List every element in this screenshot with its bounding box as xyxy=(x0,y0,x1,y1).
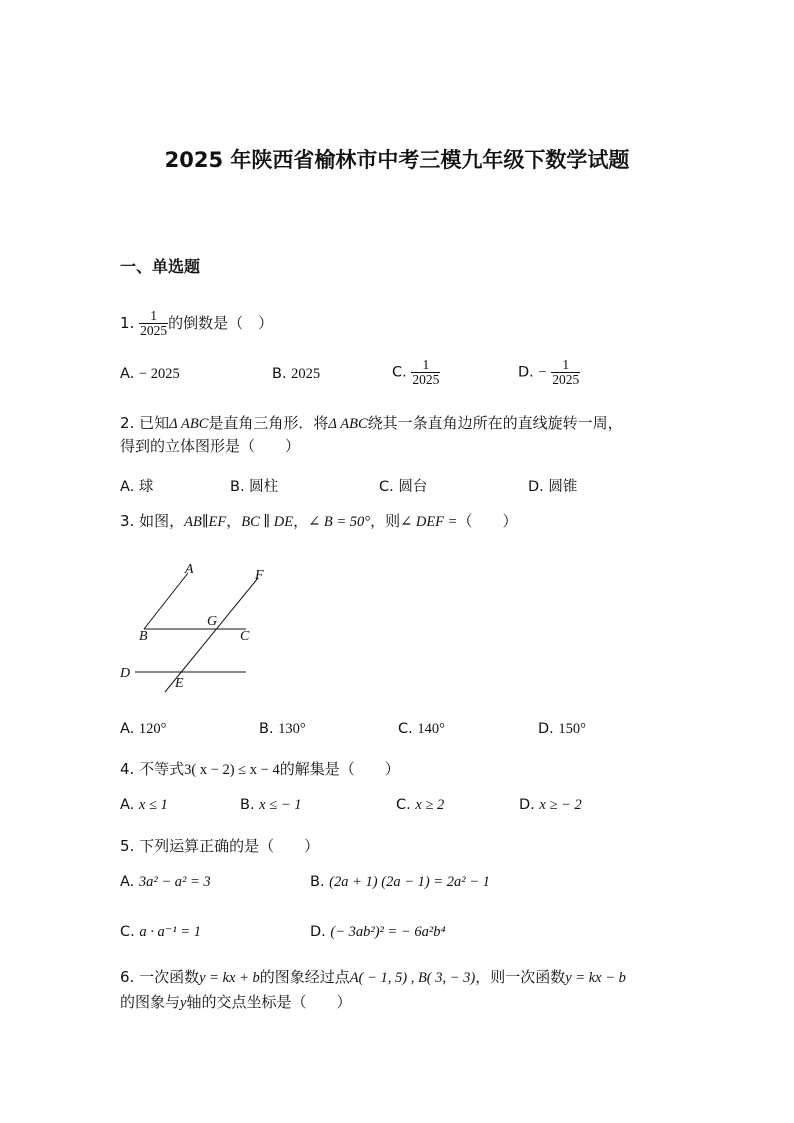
comma: ， xyxy=(226,512,242,530)
math-expression: y xyxy=(180,995,187,1011)
question-text: 的解集是（ ） xyxy=(279,760,400,778)
question-2-line-2: 得到的立体图形是（ ） xyxy=(120,437,301,455)
question-text: 一次函数 xyxy=(139,968,200,986)
question-number: 5. xyxy=(120,837,135,855)
q3-option-c xyxy=(398,721,445,738)
fraction-numerator: 1 xyxy=(562,357,570,372)
question-text: 的图象经过点 xyxy=(259,968,350,986)
question-1 xyxy=(120,309,273,338)
q1-option-d xyxy=(518,358,580,387)
question-text: 不等式 xyxy=(139,760,185,778)
option-label: C. xyxy=(379,479,394,495)
option-value: x ≤ 1 xyxy=(138,797,168,813)
option-label: B. xyxy=(259,721,274,737)
question-number: 1. xyxy=(120,314,135,332)
question-number: 3. xyxy=(120,512,135,530)
question-number: 4. xyxy=(120,760,135,778)
q3-option-b xyxy=(259,721,306,738)
option-label: C. xyxy=(392,364,407,381)
q1-option-b xyxy=(272,366,320,383)
option-value: 2025 xyxy=(291,366,321,382)
question-text: 轴的交点坐标是（ ） xyxy=(186,993,352,1011)
question-number: 2. xyxy=(120,414,135,432)
minus-sign: − xyxy=(538,364,547,381)
q4-option-b xyxy=(240,797,301,814)
option-label: B. xyxy=(240,797,255,813)
option-value: 130° xyxy=(278,721,306,737)
question-3 xyxy=(120,510,517,533)
option-label: B. xyxy=(310,874,325,890)
option-value: x ≥ 2 xyxy=(415,797,445,813)
option-value: 150° xyxy=(558,721,586,737)
q2-option-d xyxy=(528,475,577,496)
label-c: C xyxy=(240,629,250,644)
question-text: ，则 xyxy=(370,512,401,530)
fraction xyxy=(411,358,440,387)
option-value: (− 3ab²)² = − 6a²b⁴ xyxy=(330,924,446,940)
label-f: F xyxy=(255,568,264,583)
page-title: 2025 年陕西省榆林市中考三模九年级下数学试题 xyxy=(164,148,630,172)
option-value: − 2025 xyxy=(138,366,180,382)
option-label: A. xyxy=(120,366,135,382)
label-d: D xyxy=(120,666,131,681)
label-a: A xyxy=(185,562,194,577)
option-label: B. xyxy=(230,479,245,495)
math-expression: Δ ABC xyxy=(328,416,368,432)
fraction-denominator: 2025 xyxy=(140,323,168,338)
q3-option-a xyxy=(120,721,166,738)
option-value: 圆柱 xyxy=(249,479,279,495)
option-label: D. xyxy=(518,364,534,381)
option-value: x ≥ − 2 xyxy=(539,797,582,813)
option-value: (2a + 1) (2a − 1) = 2a² − 1 xyxy=(329,874,490,890)
option-label: C. xyxy=(396,797,411,813)
question-text: 已知 xyxy=(139,414,170,432)
question-2 xyxy=(120,412,623,435)
q5-option-a xyxy=(120,874,211,891)
question-text: 的图象与 xyxy=(120,993,181,1011)
label-b: B xyxy=(139,629,148,644)
option-label: D. xyxy=(519,797,535,813)
question-6 xyxy=(120,966,626,989)
option-label: C. xyxy=(398,721,413,737)
fraction-denominator: 2025 xyxy=(412,372,440,387)
q5-option-b xyxy=(310,874,490,891)
question-text: ，则一次函数 xyxy=(475,968,566,986)
question-text: 如图， xyxy=(139,512,185,530)
question-text: 绕其一条直角边所在的直线旋转一周， xyxy=(367,414,623,432)
math-expression: y = kx + b xyxy=(199,970,260,986)
option-label: A. xyxy=(120,479,135,495)
question-number: 6. xyxy=(120,968,135,986)
q4-option-d xyxy=(519,797,582,814)
q4-option-c xyxy=(396,797,444,814)
fraction-denominator: 2025 xyxy=(552,372,580,387)
math-expression: A( − 1, 5) , B( 3, − 3) xyxy=(349,970,476,986)
option-label: D. xyxy=(310,924,326,940)
label-g: G xyxy=(207,614,218,629)
q5-option-d xyxy=(310,924,445,941)
math-expression: BC ∥ DE xyxy=(241,514,294,530)
option-value: 圆台 xyxy=(398,479,428,495)
question-text: 下列运算正确的是（ ） xyxy=(139,837,320,855)
option-value: x ≤ − 1 xyxy=(259,797,302,813)
option-value: a · a⁻¹ = 1 xyxy=(139,924,202,940)
option-value: 3a² − a² = 3 xyxy=(138,874,211,890)
math-expression: ∠ DEF = xyxy=(400,514,458,530)
fraction xyxy=(551,358,580,387)
q4-option-a xyxy=(120,797,168,814)
math-expression: y = kx − b xyxy=(565,970,626,986)
math-expression: 3( x − 2) ≤ x − 4 xyxy=(184,762,280,778)
label-e: E xyxy=(175,676,184,691)
question-text: 的倒数是（ ） xyxy=(168,314,274,332)
q2-option-a xyxy=(120,475,153,496)
option-value: 圆锥 xyxy=(548,479,578,495)
option-label: D. xyxy=(538,721,554,737)
section-heading: 一、单选题 xyxy=(120,257,201,276)
q1-option-c xyxy=(392,358,440,387)
geometry-figure xyxy=(115,560,275,695)
math-expression: AB∥EF xyxy=(184,514,227,530)
question-5 xyxy=(120,835,319,857)
option-value: 球 xyxy=(138,479,154,495)
fraction-numerator: 1 xyxy=(150,308,157,323)
q5-option-c xyxy=(120,924,201,941)
line-ba xyxy=(144,573,188,629)
question-6-line-2 xyxy=(120,991,351,1014)
option-value: 120° xyxy=(138,721,167,737)
option-label: C. xyxy=(120,924,135,940)
option-label: A. xyxy=(120,874,135,890)
question-4 xyxy=(120,758,400,781)
question-text: （ ） xyxy=(457,512,518,530)
math-expression: ∠ B = 50° xyxy=(308,514,371,530)
option-value: 140° xyxy=(417,721,445,737)
q3-option-d xyxy=(538,721,586,738)
option-label: A. xyxy=(120,721,135,737)
comma: ， xyxy=(293,512,309,530)
option-label: B. xyxy=(272,366,287,382)
q2-option-b xyxy=(230,475,278,496)
fraction xyxy=(139,309,168,338)
fraction-numerator: 1 xyxy=(422,357,430,372)
q2-option-c xyxy=(379,475,427,496)
q1-option-a xyxy=(120,366,180,383)
option-label: A. xyxy=(120,797,135,813)
math-expression: Δ ABC xyxy=(169,416,209,432)
question-text: 是直角三角形．将 xyxy=(208,414,329,432)
option-label: D. xyxy=(528,479,544,495)
